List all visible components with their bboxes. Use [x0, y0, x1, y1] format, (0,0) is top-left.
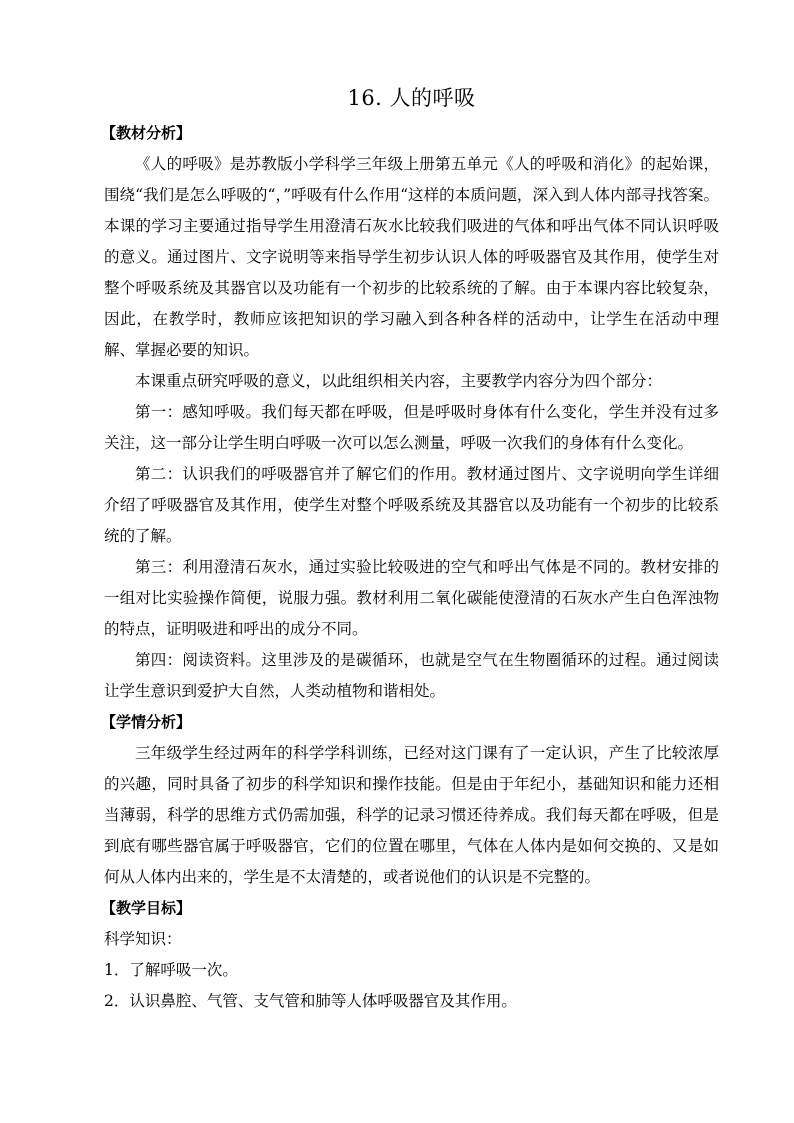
- paragraph-focus: 本课重点研究呼吸的意义，以此组织相关内容，主要教学内容分为四个部分：: [135, 372, 663, 390]
- paragraph-part-two: 第二：认识我们的呼吸器官并了解它们的作用。教材通过图片、文字说明向学生详细介绍了呼吸器官及其作用，使学生对整个呼吸系统及其器官以及功能有一个初步的比较系统的了解。: [104, 465, 719, 545]
- paragraph-student-analysis: 三年级学生经过两年的科学学科训练，已经对这门课有了一定认识，产生了比较浓厚的兴趣，同时具备了初步的科学知识和操作技能。但是由于年纪小，基础知识和能力还相当薄弱，科学的思维方式仍需加强，科学的记录习惯还待养成。我们每天都在呼吸，但是到底有哪些器官属于呼吸器官，它们的位置在哪里，气体在人体内是如何交换的、又是如何从人体内出来的，学生是不太清楚的，或者说他们的认识是不完整的。: [104, 744, 719, 886]
- document-title: 16. 人的呼吸: [347, 86, 476, 110]
- section-student-analysis: [101, 707, 719, 893]
- section-heading-textbook-analysis: 【教材分析】: [101, 124, 192, 142]
- goal-item-1: 1．了解呼吸一次。: [104, 961, 238, 979]
- paragraph-part-one: 第一：感知呼吸。我们每天都在呼吸，但是呼吸时身体有什么变化，学生并没有过多关注，这一部分让学生明白呼吸一次可以怎么测量，呼吸一次我们的身体有什么变化。: [104, 403, 719, 452]
- section-heading-teaching-goals: 【教学目标】: [101, 899, 192, 917]
- goal-item-2: 2．认识鼻腔、气管、支气管和肺等人体呼吸器官及其作用。: [104, 992, 517, 1010]
- paragraph-intro: 《人的呼吸》是苏教版小学科学三年级上册第五单元《人的呼吸和消化》的起始课，围绕“我们是怎么呼吸的“，”呼吸有什么作用“这样的本质问题，深入到人体内部寻找答案。本课的学习主要通过指导学生用澄清石灰水比较我们吸进的气体和呼出气体不同认识呼吸的意义。通过图片、文字说明等来指导学生初步认识人体的呼吸器官及其作用，使学生对整个呼吸系统及其器官以及功能有一个初步的比较系统的了解。由于本课内容比较复杂，因此，在教学时，教师应该把知识的学习融入到各种各样的活动中，让学生在活动中理解、掌握必要的知识。: [104, 155, 719, 359]
- paragraph-part-four: 第四：阅读资料。这里涉及的是碳循环，也就是空气在生物圈循环的过程。通过阅读让学生意识到爱护大自然，人类动植物和谐相处。: [104, 651, 719, 700]
- section-heading-student-analysis: 【学情分析】: [101, 713, 192, 731]
- paragraph-part-three: 第三：利用澄清石灰水，通过实验比较吸进的空气和呼出气体是不同的。教材安排的一组对比实验操作简便，说服力强。教材利用二氧化碳能使澄清的石灰水产生白色浑浊物的特点，证明吸进和呼出的成分不同。: [104, 558, 719, 638]
- subheading-science-knowledge: 科学知识：: [104, 930, 182, 948]
- section-textbook-analysis: [101, 118, 719, 707]
- document-body: [101, 84, 719, 1017]
- section-teaching-goals: [101, 893, 719, 1017]
